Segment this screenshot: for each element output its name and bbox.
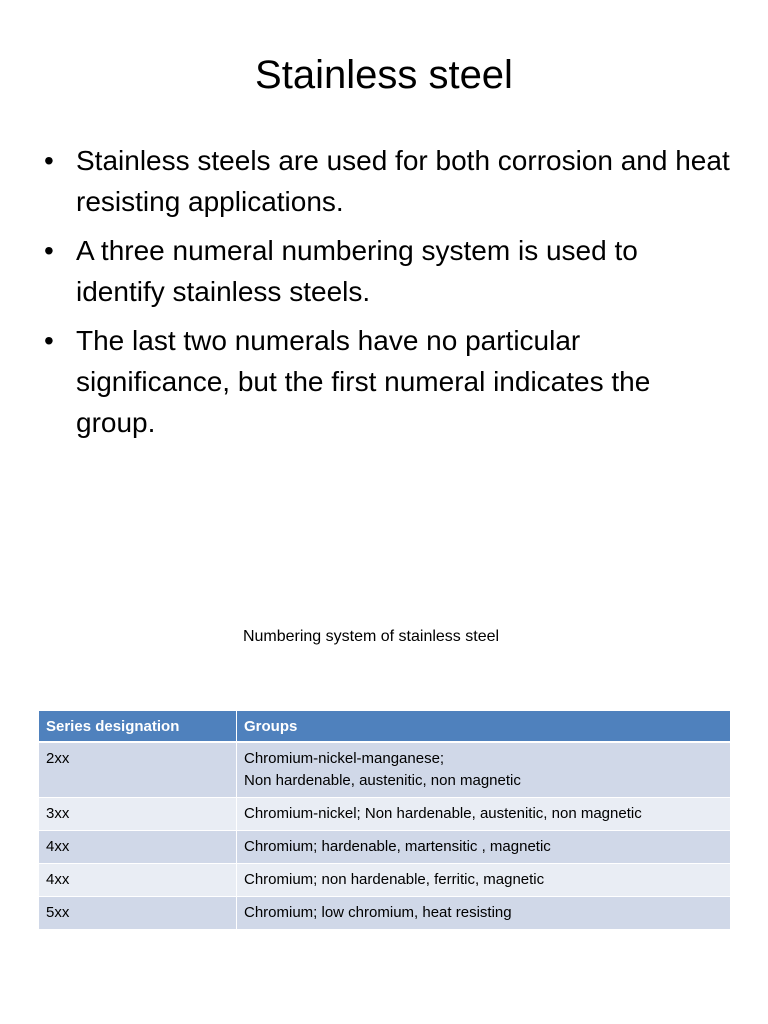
bullet-item [40,140,730,222]
groups-line: Chromium-nickel; Non hardenable, austenitic, non magnetic [244,805,642,822]
table-caption: Numbering system of stainless steel [242,628,500,645]
groups-line: Chromium; low chromium, heat resisting [244,904,512,921]
bullet-text: A three numeral numbering system is used to identify stainless steels. [76,235,638,307]
series-cell: 4xx [39,831,237,864]
groups-line: Chromium; non hardenable, ferritic, magnetic [244,871,545,888]
groups-line: Non hardenable, austenitic, non magnetic [244,772,521,789]
table-row [39,864,730,897]
bullet-item [40,320,730,443]
groups-cell [237,831,731,864]
groups-cell [237,864,731,897]
bullet-dot-icon: • [44,325,54,356]
groups-cell [237,798,731,831]
bullet-text: The last two numerals have no particular significance, but the first numeral indicates the group. [76,325,651,438]
groups-line: Chromium; hardenable, martensitic , magnetic [244,838,551,855]
series-table [39,711,730,930]
bullet-list [40,140,730,451]
series-cell: 4xx [39,864,237,897]
groups-cell [237,897,731,930]
bullet-text: Stainless steels are used for both corrosion and heat resisting applications. [76,145,730,217]
table-header-row [39,711,730,742]
bullet-item [40,230,730,312]
column-header-series: Series designation [39,711,237,742]
table-row [39,831,730,864]
series-cell: 2xx [39,742,237,798]
column-header-groups: Groups [237,711,731,742]
bullet-dot-icon: • [44,145,54,176]
series-cell: 5xx [39,897,237,930]
series-cell: 3xx [39,798,237,831]
groups-line: Chromium-nickel-manganese; [244,750,445,767]
groups-cell [237,742,731,798]
table-row [39,742,730,798]
bullet-dot-icon: • [44,235,54,266]
table-row [39,798,730,831]
table-row [39,897,730,930]
slide-title: Stainless steel [255,53,513,97]
